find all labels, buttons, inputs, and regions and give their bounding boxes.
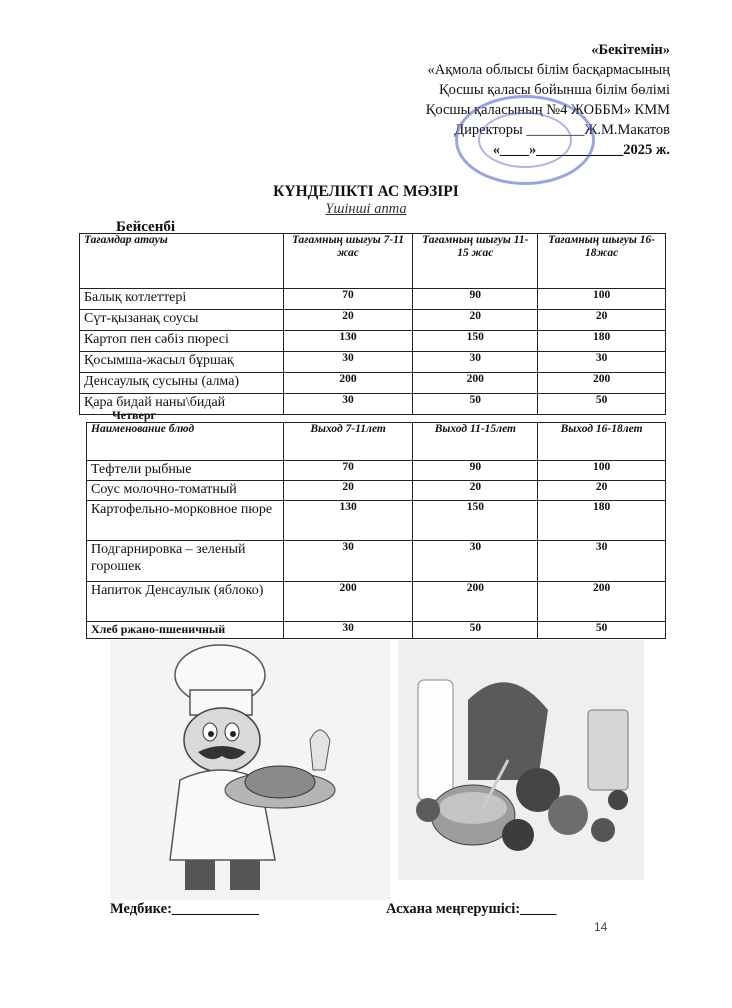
table-header-row [87, 423, 666, 461]
portion-16-18: 180 [538, 331, 666, 352]
day2-label: Четверг [112, 408, 156, 422]
dish-name: Балық котлеттері [80, 289, 284, 310]
portion-7-11: 70 [283, 461, 413, 481]
table-row [80, 289, 666, 310]
approval-line-2: Қосшы қаласы бойынша білім бөлімі [438, 82, 670, 98]
portion-11-15: 50 [413, 622, 538, 639]
portion-7-11: 30 [283, 541, 413, 582]
table-row [87, 461, 666, 481]
table-row [80, 352, 666, 373]
portion-11-15: 20 [413, 310, 538, 331]
dish-name: Подгарнировка – зеленый горошек [87, 541, 284, 582]
table-row [87, 481, 666, 501]
dish-name: Сүт-қызанақ соусы [80, 310, 284, 331]
portion-16-18: 180 [538, 501, 666, 541]
table-row [87, 501, 666, 541]
dish-name: Соус молочно-томатный [87, 481, 284, 501]
portion-11-15: 150 [413, 501, 538, 541]
table-row [87, 541, 666, 582]
portion-16-18: 50 [538, 394, 666, 415]
portion-11-15: 200 [413, 582, 538, 622]
dish-name: Хлеб ржано-пшеничный [87, 622, 284, 639]
nurse-signature-line: Медбике:____________ [110, 901, 259, 917]
portion-11-15: 50 [413, 394, 538, 415]
menu-table-kazakh [79, 233, 666, 415]
dish-name: Денсаулық сусыны (алма) [80, 373, 284, 394]
approval-line-4: Директоры ________Ж.М.Макатов [454, 122, 670, 138]
table-row [80, 310, 666, 331]
approval-heading: «Бекітемін» [591, 42, 670, 58]
portion-16-18: 100 [538, 289, 666, 310]
approval-date: «____»____________2025 ж. [492, 142, 670, 158]
approval-line-3: Қосшы қаласының №4 ЖОББМ» КММ [425, 102, 670, 118]
page-subtitle: Үшінші апта [325, 201, 407, 217]
dish-name: Напиток Денсаулык (яблоко) [87, 582, 284, 622]
header-dish: Наименование блюд [87, 423, 284, 461]
healthy-food-photo [398, 640, 644, 880]
official-stamp [455, 95, 595, 185]
table-row [80, 394, 666, 415]
portion-7-11: 30 [283, 352, 413, 373]
header-age-11-15: Тағамның шығуы 11-15 жас [413, 234, 538, 289]
portion-11-15: 150 [413, 331, 538, 352]
approval-line-1: «Ақмола облысы білім басқармасының [427, 62, 670, 78]
table-row [80, 331, 666, 352]
portion-16-18: 20 [538, 310, 666, 331]
portion-11-15: 30 [413, 352, 538, 373]
dish-name: Қара бидай наны\бидай [80, 394, 284, 415]
table-row [87, 582, 666, 622]
portion-16-18: 200 [538, 373, 666, 394]
header-age-7-11: Тағамның шығуы 7-11 жас [283, 234, 413, 289]
portion-7-11: 200 [283, 582, 413, 622]
menu-table-russian [86, 422, 666, 639]
header-age-16-18: Выход 16-18лет [538, 423, 666, 461]
table-row [80, 373, 666, 394]
header-dish: Тағамдар атауы [80, 234, 284, 289]
dish-name: Картофельно-морковное пюре [87, 501, 284, 541]
table-header-row [80, 234, 666, 289]
portion-16-18: 20 [538, 481, 666, 501]
portion-7-11: 30 [283, 394, 413, 415]
portion-7-11: 200 [283, 373, 413, 394]
table-row [87, 622, 666, 639]
dish-name: Тефтели рыбные [87, 461, 284, 481]
portion-11-15: 30 [413, 541, 538, 582]
portion-16-18: 30 [538, 352, 666, 373]
header-age-7-11: Выход 7-11лет [283, 423, 413, 461]
dish-name: Қосымша-жасыл бұршақ [80, 352, 284, 373]
portion-11-15: 200 [413, 373, 538, 394]
portion-11-15: 90 [413, 461, 538, 481]
portion-16-18: 100 [538, 461, 666, 481]
day1-label: Бейсенбі [116, 219, 176, 235]
portion-7-11: 70 [283, 289, 413, 310]
portion-11-15: 90 [413, 289, 538, 310]
portion-11-15: 20 [413, 481, 538, 501]
portion-7-11: 20 [283, 481, 413, 501]
page-number: 14 [594, 920, 608, 934]
page-title: КҮНДЕЛІКТІ АС МӘЗІРІ [273, 183, 459, 200]
header-age-11-15: Выход 11-15лет [413, 423, 538, 461]
portion-16-18: 50 [538, 622, 666, 639]
portion-16-18: 200 [538, 582, 666, 622]
chef-signature-line: Асхана меңгерушісі:_____ [386, 901, 557, 917]
dish-name: Картоп пен сәбіз пюресі [80, 331, 284, 352]
header-age-16-18: Тағамның шығуы 16-18жас [538, 234, 666, 289]
portion-7-11: 130 [283, 331, 413, 352]
portion-16-18: 30 [538, 541, 666, 582]
chef-illustration [110, 640, 390, 900]
portion-7-11: 30 [283, 622, 413, 639]
portion-7-11: 20 [283, 310, 413, 331]
portion-7-11: 130 [283, 501, 413, 541]
